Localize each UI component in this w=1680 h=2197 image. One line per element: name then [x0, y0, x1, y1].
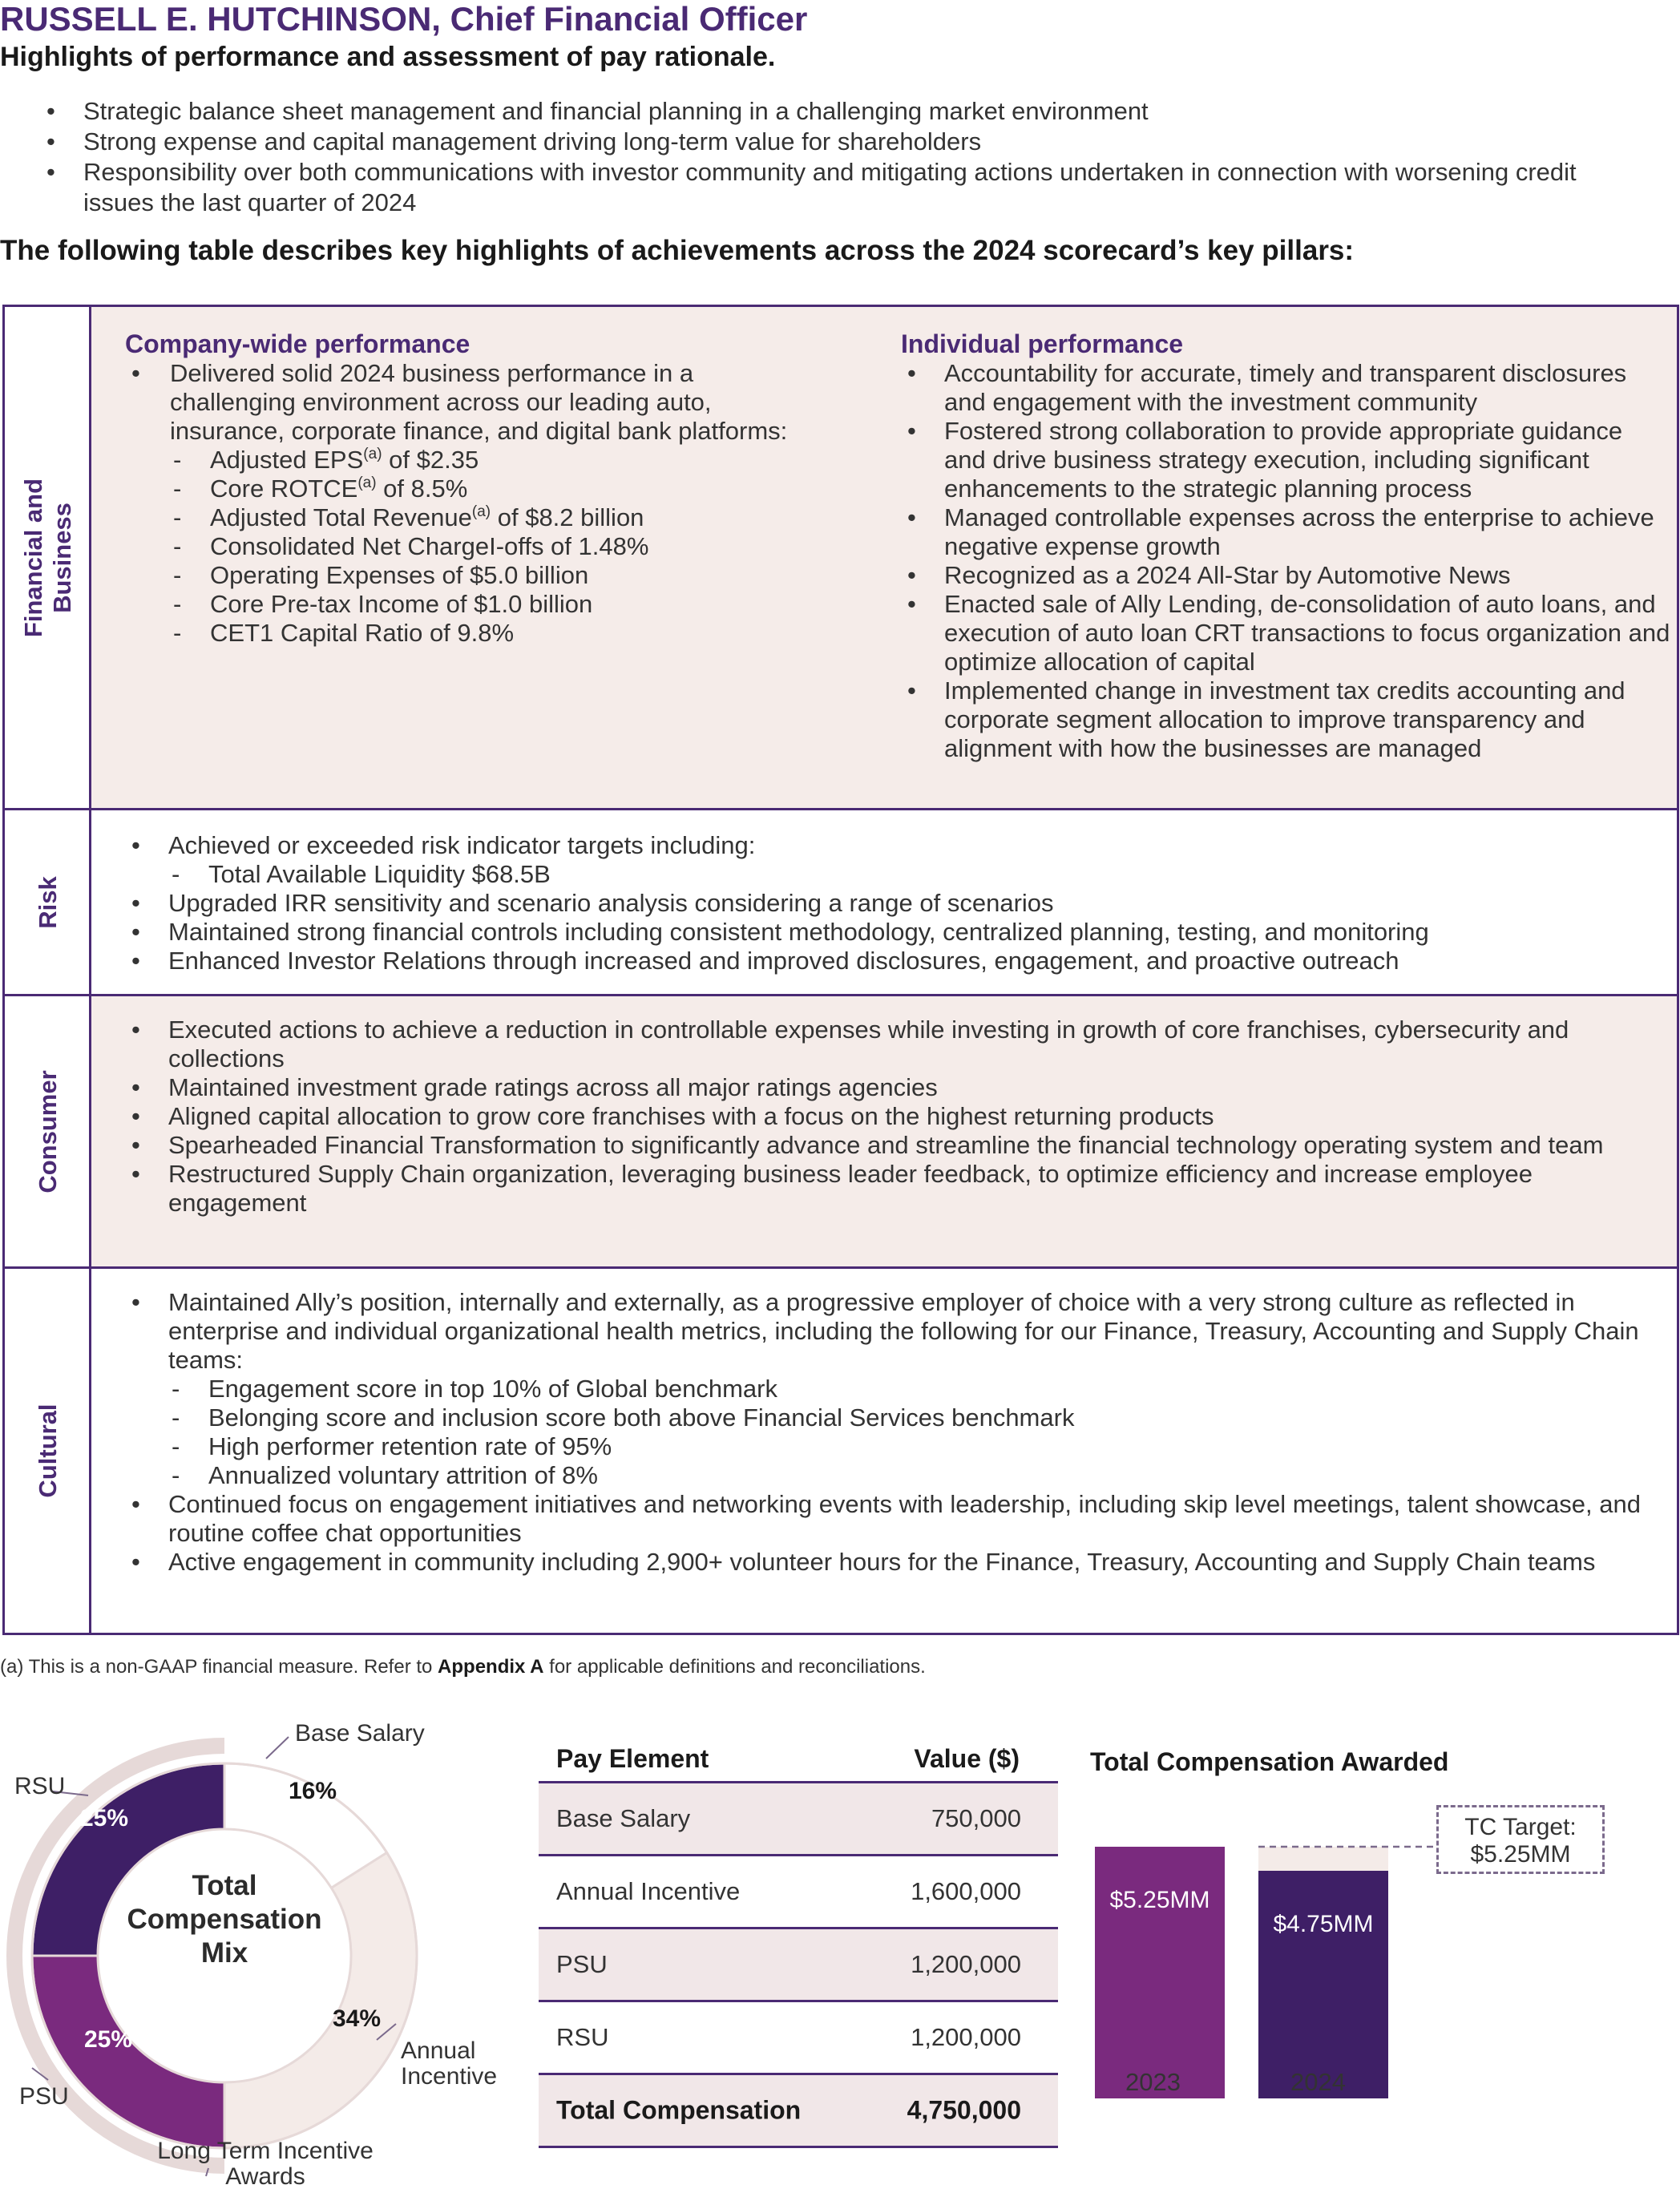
pay-value-cell: 1,200,000: [911, 2023, 1021, 2051]
pay-element-cell: Annual Incentive: [556, 1877, 741, 1905]
table-intro-heading: The following table describes key highlights of achievements across the 2024 scorecard’s key pillars:: [0, 235, 1355, 266]
value-header: Value ($): [914, 1744, 1020, 1773]
pillar-label-consumer: Consumer: [34, 1069, 62, 1193]
metric-pretax-income: - Core Pre-tax Income of $1.0 billion: [170, 590, 814, 619]
psu-pct: 25%: [84, 2026, 133, 2053]
ltia-label: Long Term Incentive Awards: [157, 2138, 374, 2190]
consumer-bullet: • Restructured Supply Chain organization, leveraging business leader feedback, to optimize efficiency and increase employee engagement: [125, 1160, 1664, 1218]
tc-target-callout: TC Target: $5.25MM: [1436, 1805, 1605, 1874]
risk-content: [125, 831, 1664, 975]
bar-2024-value-label: $4.75MM: [1273, 1910, 1374, 1937]
intro-bullet-list: [42, 96, 1645, 218]
metric-adjusted-revenue: - Adjusted Total Revenue$^{(a)}$ of $8.2 billion: [170, 503, 814, 532]
table-row: [539, 1783, 1058, 1856]
company-performance-title: Company-wide performance: [125, 329, 470, 358]
base-salary-leader-line: [266, 1737, 289, 1759]
scorecard-table: [2, 305, 1679, 1635]
individual-bullets: [901, 359, 1670, 763]
cultural-sub-bullet: - Annualized voluntary attrition of 8%: [168, 1461, 1664, 1490]
pay-value-cell: 750,000: [931, 1804, 1021, 1832]
risk-bullet: • Achieved or exceeded risk indicator targets including:: [125, 831, 1664, 860]
risk-bullet: • Enhanced Investor Relations through increased and improved disclosures, engagement, and proactive outreach: [125, 947, 1664, 975]
consumer-bullets: [125, 1016, 1664, 1218]
consumer-bullet: • Maintained investment grade ratings across all major ratings agencies: [125, 1073, 1664, 1102]
cultural-sub-bullet: - High performer retention rate of 95%: [168, 1432, 1664, 1461]
annual-incentive-pct: 34%: [333, 2005, 382, 2032]
pillar-cell: [5, 996, 91, 1266]
consumer-bullet: • Executed actions to achieve a reduction in controllable expenses while investing in growth of core franchises, cybersecurity and collections: [125, 1016, 1664, 1073]
pillar-cell: [5, 307, 91, 808]
metric-adjusted-eps: - Adjusted EPS$^{(a)}$ of $2.35: [170, 446, 814, 475]
metric-operating-expenses: - Operating Expenses of $5.0 billion: [170, 561, 814, 590]
individual-bullet: • Recognized as a 2024 All-Star by Automotive News: [901, 561, 1670, 590]
scorecard-row-financial: [5, 307, 1677, 810]
pay-element-header: Pay Element: [556, 1744, 709, 1773]
pay-value-cell: 1,200,000: [911, 1950, 1021, 1978]
scorecard-row-consumer: [5, 996, 1677, 1269]
cultural-sub-bullet: - Belonging score and inclusion score both above Financial Services benchmark: [168, 1403, 1664, 1432]
company-bullet: • Delivered solid 2024 business performance in a challenging environment across our leading auto, insurance, corporate finance, and digital bank platforms:: [125, 359, 814, 446]
cultural-content: [125, 1288, 1664, 1577]
pillar-label-cultural: Cultural: [34, 1403, 62, 1498]
total-label: Total Compensation: [556, 2095, 802, 2125]
cultural-bullets-more: [125, 1490, 1664, 1577]
appendix-a-reference: Appendix A: [438, 1656, 544, 1678]
consumer-bullet: • Spearheaded Financial Transformation to significantly advance and streamline the financial technology operating system and team: [125, 1131, 1664, 1160]
cultural-bullets: [125, 1288, 1664, 1375]
table-row: [539, 1856, 1058, 1929]
page-subtitle: Highlights of performance and assessment of pay rationale.: [0, 42, 776, 72]
company-metrics-list: [170, 446, 814, 648]
individual-bullet: • Enacted sale of Ally Lending, de-consolidation of auto loans, and execution of auto loan CRT transactions to focus organization and optimize allocation of capital: [901, 590, 1670, 676]
pay-element-cell: Base Salary: [556, 1804, 691, 1832]
company-bullets: [125, 359, 814, 446]
year-2023-label: 2023: [1125, 2068, 1181, 2096]
risk-sub-list: [168, 860, 1664, 889]
base-salary-pct: 16%: [289, 1778, 337, 1804]
psu-label: PSU: [19, 2083, 69, 2110]
individual-bullet: • Managed controllable expenses across the enterprise to achieve negative expense growth: [901, 503, 1670, 561]
pillar-cell: [5, 810, 91, 994]
risk-sub-bullet: - Total Available Liquidity $68.5B: [168, 860, 1664, 889]
pillar-label-risk: Risk: [34, 875, 62, 929]
consumer-content: [125, 1016, 1664, 1218]
page-title: RUSSELL E. HUTCHINSON, Chief Financial Officer: [0, 0, 808, 38]
total-row: [539, 2075, 1058, 2148]
cultural-sub-bullet: - Engagement score in top 10% of Global benchmark: [168, 1375, 1664, 1403]
cultural-sub-list: [168, 1375, 1664, 1490]
individual-bullet: • Implemented change in investment tax credits accounting and corporate segment allocation to improve transparency and alignment with how the businesses are managed: [901, 676, 1670, 763]
pay-table-header: [539, 1739, 1058, 1781]
scorecard-row-risk: [5, 810, 1677, 996]
individual-performance-column: [901, 329, 1670, 763]
pay-element-cell: PSU: [556, 1950, 608, 1978]
company-performance-column: [125, 329, 814, 648]
risk-bullet: • Upgraded IRR sensitivity and scenario analysis considering a range of scenarios: [125, 889, 1664, 918]
pay-element-cell: RSU: [556, 2023, 609, 2051]
table-row: [539, 2002, 1058, 2075]
base-salary-label: Base Salary: [295, 1720, 425, 1747]
annual-incentive-label: Annual Incentive: [401, 2037, 498, 2090]
intro-bullet: • Strong expense and capital management driving long-term value for shareholders: [42, 127, 1645, 157]
intro-bullet: • Strategic balance sheet management and financial planning in a challenging market environment: [42, 96, 1645, 127]
cultural-bullet: • Continued focus on engagement initiatives and networking events with leadership, including skip level meetings, talent showcase, and routine coffee chat opportunities: [125, 1490, 1664, 1548]
cultural-bullet: • Maintained Ally’s position, internally and externally, as a progressive employer of choice with a very strong culture as reflected in enterprise and individual organizational health metrics, including the following for our Finance, Treasury, Accounting and Supply Chain teams:: [125, 1288, 1664, 1375]
footnote: (a) This is a non-GAAP financial measure. Refer to Appendix A for applicable definitions and reconciliations.: [0, 1656, 926, 1678]
compensation-mix-title: Total Compensation Mix: [127, 1870, 322, 1969]
metric-net-chargeoffs: - Consolidated Net ChargeI-offs of 1.48%: [170, 532, 814, 561]
pay-value-cell: 1,600,000: [911, 1877, 1021, 1905]
pillar-label-financial: Financial and Business: [19, 478, 76, 637]
metric-cet1-ratio: - CET1 Capital Ratio of 9.8%: [170, 619, 814, 648]
individual-performance-title: Individual performance: [901, 329, 1184, 358]
metric-core-rotce: - Core ROTCE$^{(a)}$ of 8.5%: [170, 475, 814, 503]
pay-element-table: [539, 1739, 1058, 2148]
risk-bullets-more: [125, 889, 1664, 975]
consumer-bullet: • Aligned capital allocation to grow core franchises with a focus on the highest returning products: [125, 1102, 1664, 1131]
intro-bullet: • Responsibility over both communications with investor community and mitigating actions undertaken in connection with worsening credit issues the last quarter of 2024: [42, 157, 1645, 218]
year-2024-label: 2024: [1290, 2068, 1346, 2096]
table-row: [539, 1929, 1058, 2002]
scorecard-row-cultural: [5, 1269, 1677, 1633]
bar-2023-value-label: $5.25MM: [1109, 1887, 1210, 1914]
rsu-pct: 25%: [80, 1805, 129, 1832]
risk-bullets: [125, 831, 1664, 860]
rsu-label: RSU: [14, 1773, 66, 1799]
individual-bullet: • Fostered strong collaboration to provide appropriate guidance and drive business strategy execution, including significant enhancements to the strategic planning process: [901, 417, 1670, 503]
pay-table-body: [539, 1781, 1058, 2148]
total-value: 4,750,000: [907, 2095, 1021, 2125]
total-comp-awarded-title: Total Compensation Awarded: [1090, 1747, 1449, 1776]
individual-bullet: • Accountability for accurate, timely and transparent disclosures and engagement with the investment community: [901, 359, 1670, 417]
cultural-bullet: • Active engagement in community including 2,900+ volunteer hours for the Finance, Treasury, Accounting and Supply Chain teams: [125, 1548, 1664, 1577]
risk-bullet: • Maintained strong financial controls including consistent methodology, centralized planning, testing, and monitoring: [125, 918, 1664, 947]
pillar-cell: [5, 1269, 91, 1633]
